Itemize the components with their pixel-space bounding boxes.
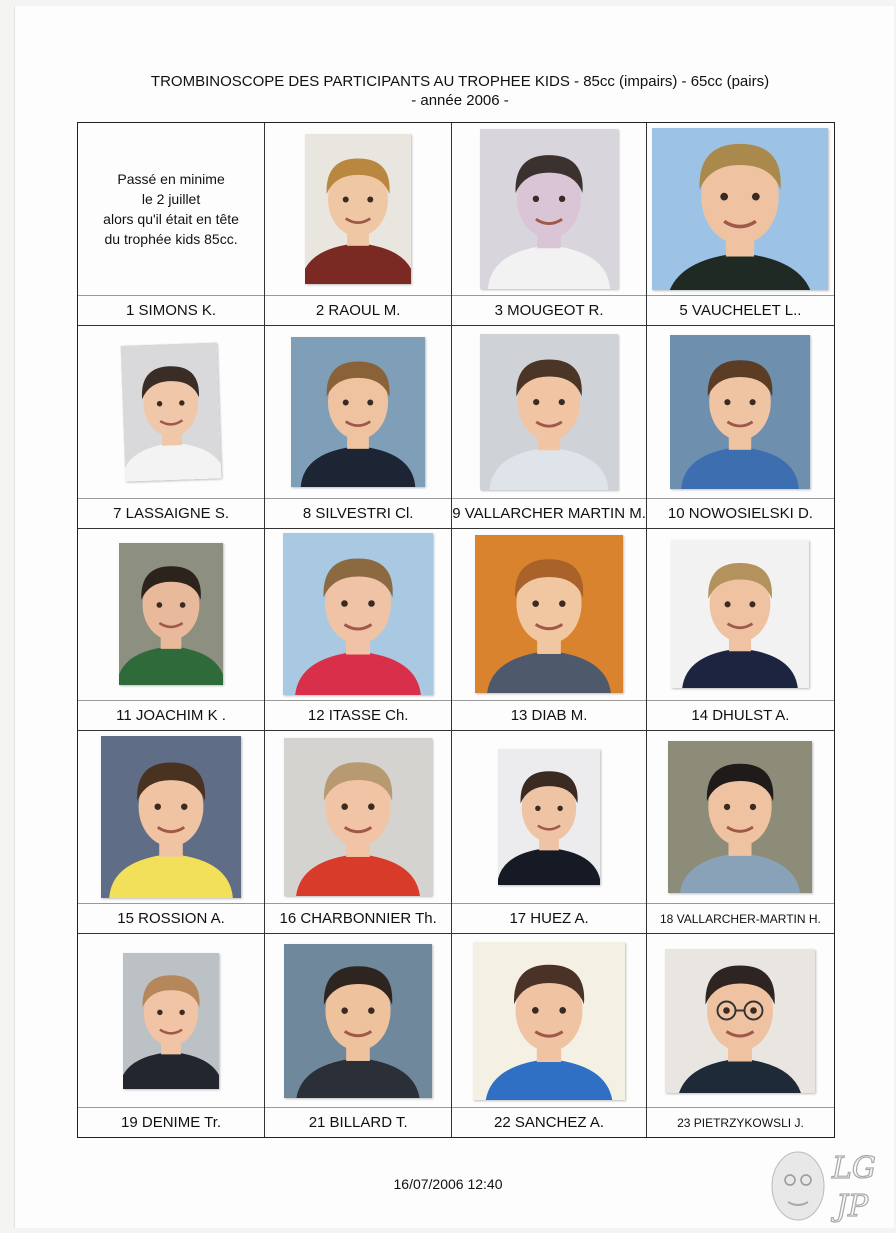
participant-name: 12 ITASSE Ch. [265, 700, 451, 730]
participant-photo [475, 535, 623, 693]
participant-cell [78, 326, 265, 529]
portrait-image [668, 741, 812, 893]
portrait-image [101, 736, 241, 898]
participant-photo [670, 335, 810, 489]
participant-name: 9 VALLARCHER MARTIN M. [452, 498, 646, 528]
portrait-image [284, 944, 432, 1098]
participant-name: 1 SIMONS K. [78, 295, 264, 325]
participant-cell [78, 731, 265, 934]
participant-name: 17 HUEZ A. [452, 903, 646, 933]
participant-name: 3 MOUGEOT R. [452, 295, 646, 325]
title-line-1: TROMBINOSCOPE DES PARTICIPANTS AU TROPHEE KIDS - 85cc (impairs) - 65cc (pairs) [150, 73, 770, 90]
portrait-image [284, 738, 432, 896]
participant-photo [284, 738, 432, 896]
participant-cell [78, 934, 265, 1137]
participant-photo [668, 741, 812, 893]
participant-name: 23 PIETRZYKOWSLI J. [647, 1107, 834, 1137]
participant-cell [265, 123, 452, 326]
participant-name: 15 ROSSION A. [78, 903, 264, 933]
participant-cell [265, 326, 452, 529]
page-title [80, 72, 840, 110]
participant-photo [101, 736, 241, 898]
participant-cell [647, 326, 834, 529]
participant-cell [647, 731, 834, 934]
participant-note: Passé en minime le 2 juillet alors qu'il était en tête du trophée kids 85cc. [103, 170, 239, 247]
watermark-logo [762, 1138, 892, 1230]
participant-cell [452, 934, 647, 1137]
portrait-image [670, 335, 810, 489]
portrait-image [652, 128, 828, 290]
participant-cell [452, 529, 647, 732]
participant-photo [480, 129, 618, 289]
participant-cell [647, 529, 834, 732]
participant-cell [452, 123, 647, 326]
participant-name: 16 CHARBONNIER Th. [265, 903, 451, 933]
participant-photo [121, 342, 222, 481]
portrait-image [665, 949, 815, 1093]
portrait-image [480, 129, 618, 289]
print-timestamp: 16/07/2006 12:40 [393, 1176, 503, 1192]
portrait-image [291, 337, 425, 487]
portrait-image [123, 953, 219, 1089]
participant-photo [283, 533, 433, 695]
portrait-image [480, 334, 618, 490]
participant-photo [671, 540, 809, 688]
participant-cell [265, 529, 452, 732]
participant-cell [265, 731, 452, 934]
portrait-image [671, 540, 809, 688]
participant-photo [652, 128, 828, 290]
portrait-image [498, 749, 600, 885]
portrait-image [121, 342, 222, 481]
participant-name: 11 JOACHIM K . [78, 700, 264, 730]
participant-name: 7 LASSAIGNE S. [78, 498, 264, 528]
participant-name: 5 VAUCHELET L.. [647, 295, 834, 325]
participant-cell [265, 934, 452, 1137]
participant-photo [473, 942, 625, 1100]
participant-photo [123, 953, 219, 1089]
photo-grid [77, 122, 835, 1138]
svg-text:JP: JP [836, 1189, 869, 1224]
participant-cell [452, 731, 647, 934]
participant-photo [119, 543, 223, 685]
logo-portrait-icon [762, 1138, 892, 1230]
portrait-image [475, 535, 623, 693]
svg-text:LG: LG [832, 1151, 876, 1186]
participant-cell [647, 123, 834, 326]
participant-photo [498, 749, 600, 885]
participant-cell [647, 934, 834, 1137]
portrait-image [283, 533, 433, 695]
participant-name: 2 RAOUL M. [265, 295, 451, 325]
portrait-image [305, 134, 411, 284]
participant-photo [480, 334, 618, 490]
participant-cell [452, 326, 647, 529]
participant-name: 21 BILLARD T. [265, 1107, 451, 1137]
participant-name: 8 SILVESTRI Cl. [265, 498, 451, 528]
portrait-image [473, 942, 625, 1100]
participant-cell [78, 123, 265, 326]
participant-name: 19 DENIME Tr. [78, 1107, 264, 1137]
participant-name: 14 DHULST A. [647, 700, 834, 730]
participant-name: 13 DIAB M. [452, 700, 646, 730]
portrait-image [119, 543, 223, 685]
participant-cell [78, 529, 265, 732]
participant-name: 18 VALLARCHER-MARTIN H. [647, 903, 834, 933]
participant-photo [291, 337, 425, 487]
participant-photo [284, 944, 432, 1098]
participant-name: 22 SANCHEZ A. [452, 1107, 646, 1137]
participant-name: 10 NOWOSIELSKI D. [647, 498, 834, 528]
participant-photo [665, 949, 815, 1093]
participant-photo [305, 134, 411, 284]
title-line-2: - année 2006 - [411, 92, 509, 109]
